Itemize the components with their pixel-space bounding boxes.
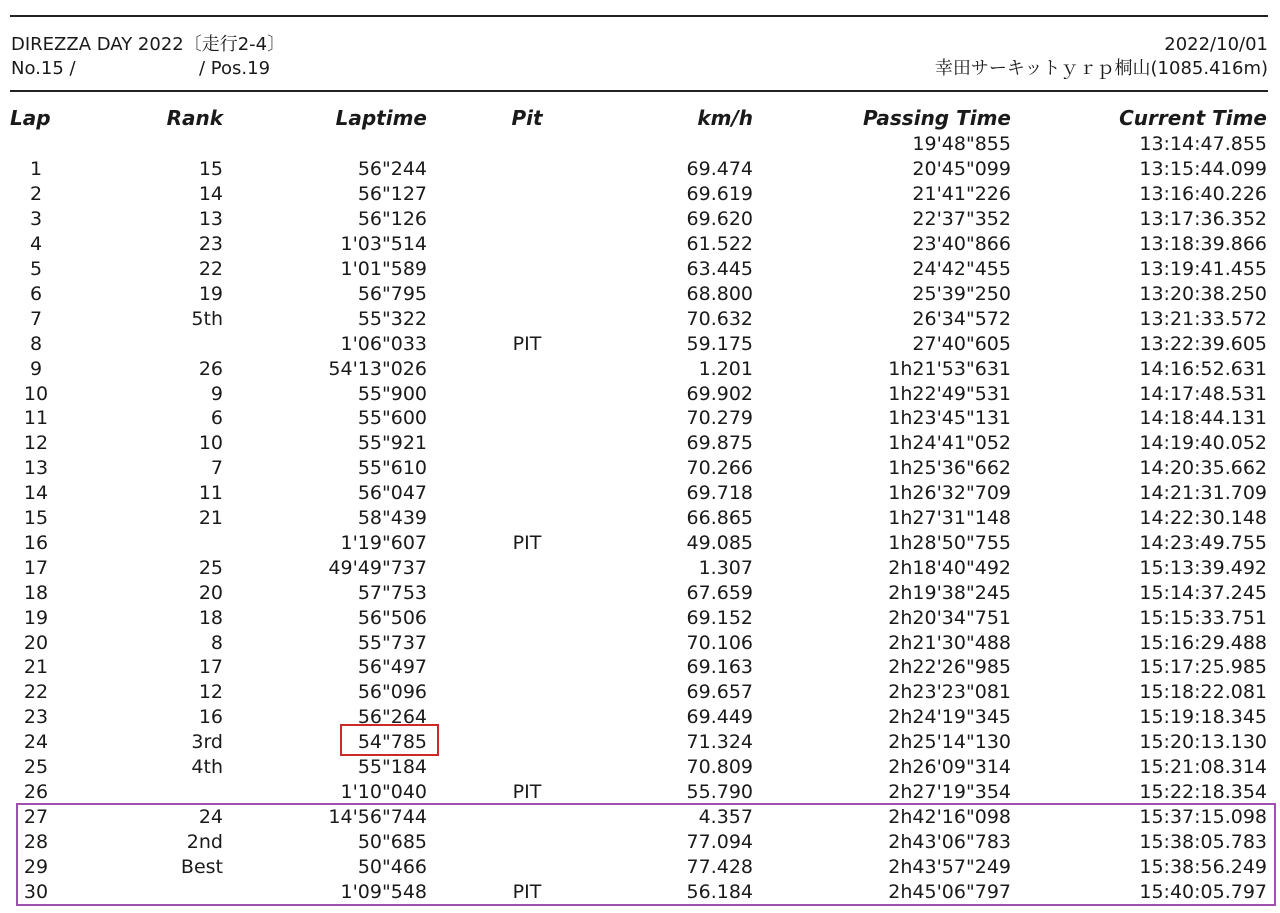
laptime: 54'13"026: [328, 357, 427, 380]
position: / Pos.19: [199, 58, 271, 79]
pit-flag: [427, 755, 627, 780]
current-time: 15:13:39.492: [1139, 556, 1267, 579]
speed: 69.718: [686, 482, 753, 505]
rank: 5th: [191, 307, 223, 330]
lap-number: 22: [23, 681, 49, 704]
current-time: 15:17:25.985: [1139, 656, 1267, 679]
laptime: 56"795: [357, 282, 427, 305]
laptime: 55"921: [357, 432, 427, 455]
passing-time: 2h27'19"354: [888, 781, 1011, 804]
rank: 19: [198, 282, 223, 305]
speed: 69.474: [686, 158, 753, 181]
current-time: 15:38:56.249: [1139, 855, 1267, 878]
laptime: 1'09"548: [340, 880, 427, 903]
rank: 2nd: [186, 830, 223, 853]
current-time: 14:19:40.052: [1139, 432, 1267, 455]
rank: [62, 531, 223, 556]
rank: 6: [210, 407, 223, 430]
speed: 69.619: [686, 183, 753, 206]
pit-flag: [427, 157, 627, 182]
speed: 59.175: [686, 332, 753, 355]
lap-number: 21: [23, 656, 49, 679]
laptime: 55"184: [357, 756, 427, 779]
pit-flag: PIT: [512, 781, 542, 804]
lap-number: 28: [23, 830, 49, 853]
lap-row: [10, 456, 1267, 481]
laptime: 50"466: [357, 855, 427, 878]
current-time: 15:40:05.797: [1139, 880, 1267, 903]
speed: 70.266: [686, 457, 753, 480]
pit-flag: [427, 605, 627, 630]
rank: 8: [210, 631, 223, 654]
lap-row: [10, 157, 1267, 182]
laptime: 1'19"607: [340, 531, 427, 554]
laptime: 1'03"514: [340, 233, 427, 256]
passing-time: 24'42"455: [912, 257, 1011, 280]
laptime: 57"753: [357, 581, 427, 604]
lap-row: [10, 580, 1267, 605]
current-time: 13:17:36.352: [1139, 208, 1267, 231]
laptime: 56"506: [357, 606, 427, 629]
passing-time: 2h20'34"751: [888, 606, 1011, 629]
passing-time: 26'34"572: [912, 307, 1011, 330]
pit-flag: [427, 431, 627, 456]
current-time: 15:15:33.751: [1139, 606, 1267, 629]
current-time: 15:20:13.130: [1139, 731, 1267, 754]
laptime: 49'49"737: [328, 556, 427, 579]
pit-flag: PIT: [512, 880, 542, 903]
rank: 24: [198, 805, 223, 828]
final-stint-highlight-box: [16, 803, 1276, 906]
speed: 66.865: [686, 507, 753, 530]
car-number: No.15 /: [11, 58, 76, 79]
lap-number: 23: [23, 706, 49, 729]
laptime: 56"244: [357, 158, 427, 181]
pit-flag: [427, 257, 627, 282]
passing-time: 1h27'31"148: [888, 507, 1011, 530]
speed: 77.094: [686, 830, 753, 853]
header-rule: [10, 90, 1268, 92]
laptime: 55"600: [357, 407, 427, 430]
pit-flag: [427, 705, 627, 730]
passing-time: 2h23'23"081: [888, 681, 1011, 704]
speed: 69.657: [686, 681, 753, 704]
session-date: 2022/10/01: [1164, 34, 1268, 55]
passing-time: 1h25'36"662: [888, 457, 1011, 480]
lap-row: [10, 630, 1267, 655]
rank: [62, 780, 223, 805]
passing-time: 2h24'19"345: [888, 706, 1011, 729]
laptime: 1'10"040: [340, 781, 427, 804]
current-time: 14:16:52.631: [1139, 357, 1267, 380]
rank: 18: [198, 606, 223, 629]
lap-number: 11: [23, 407, 49, 430]
pit-flag: [427, 207, 627, 232]
lap-number: 17: [23, 556, 49, 579]
speed: 1.201: [698, 357, 753, 380]
speed: 70.809: [686, 756, 753, 779]
pit-flag: [427, 655, 627, 680]
start-pit-cell: [427, 132, 627, 157]
speed: 70.106: [686, 631, 753, 654]
passing-time: 27'40"605: [912, 332, 1011, 355]
passing-time: 1h21'53"631: [888, 357, 1011, 380]
lap-number: 19: [23, 606, 49, 629]
pit-flag: [427, 456, 627, 481]
rank: Best: [180, 855, 223, 878]
rank: 20: [198, 581, 223, 604]
pit-flag: [427, 630, 627, 655]
passing-time: 20'45"099: [912, 158, 1011, 181]
current-time: 13:22:39.605: [1139, 332, 1267, 355]
laptime: 56"047: [357, 482, 427, 505]
rank: 16: [198, 706, 223, 729]
current-time: 14:20:35.662: [1139, 457, 1267, 480]
lap-number: 14: [23, 482, 49, 505]
passing-time: 2h26'09"314: [888, 756, 1011, 779]
lap-row: [10, 755, 1267, 780]
table-header-row: [10, 104, 1267, 132]
pit-flag: PIT: [512, 531, 542, 554]
pit-flag: [427, 555, 627, 580]
lap-number: 26: [23, 781, 49, 804]
laptime: 55"737: [357, 631, 427, 654]
lap-number: 1: [29, 158, 43, 181]
rank: 14: [198, 183, 223, 206]
rank: 22: [198, 257, 223, 280]
current-time: 13:15:44.099: [1139, 158, 1267, 181]
laptime: 56"127: [357, 183, 427, 206]
passing-time: 23'40"866: [912, 233, 1011, 256]
rank: [62, 331, 223, 356]
lap-row: [10, 605, 1267, 630]
rank: 12: [198, 681, 223, 704]
col-header-speed: km/h: [697, 106, 753, 130]
passing-time: 2h43'06"783: [888, 830, 1011, 853]
lap-number: 3: [29, 208, 43, 231]
lap-number: 30: [23, 880, 49, 903]
current-time: 14:22:30.148: [1139, 507, 1267, 530]
current-time: 13:20:38.250: [1139, 282, 1267, 305]
current-time: 14:23:49.755: [1139, 531, 1267, 554]
lap-number: 10: [23, 382, 49, 405]
pit-flag: [427, 406, 627, 431]
lap-row: [10, 406, 1267, 431]
current-time: 13:18:39.866: [1139, 233, 1267, 256]
pit-flag: [427, 680, 627, 705]
current-time: 14:18:44.131: [1139, 407, 1267, 430]
col-header-pit: Pit: [511, 106, 543, 130]
lap-row: [10, 680, 1267, 705]
lap-number: 15: [23, 507, 49, 530]
current-time: 13:16:40.226: [1139, 183, 1267, 206]
laptime: 1'06"033: [340, 332, 427, 355]
rank: 7: [210, 457, 223, 480]
passing-time: 1h24'41"052: [888, 432, 1011, 455]
pit-flag: [427, 481, 627, 506]
passing-time: 2h25'14"130: [888, 731, 1011, 754]
pit-flag: [427, 506, 627, 531]
lap-number: 18: [23, 581, 49, 604]
lap-number: 2: [29, 183, 43, 206]
speed: 69.902: [686, 382, 753, 405]
rank: 15: [198, 158, 223, 181]
laptime: 55"322: [357, 307, 427, 330]
speed: 1.307: [698, 556, 753, 579]
pit-flag: PIT: [512, 332, 542, 355]
current-time: 14:17:48.531: [1139, 382, 1267, 405]
laptime: 56"264: [357, 706, 427, 729]
current-time: 13:21:33.572: [1139, 307, 1267, 330]
passing-time: 2h19'38"245: [888, 581, 1011, 604]
rank: 11: [198, 482, 223, 505]
lap-row: [10, 207, 1267, 232]
lap-number: 13: [23, 457, 49, 480]
passing-time: 22'37"352: [912, 208, 1011, 231]
speed: 56.184: [686, 880, 753, 903]
passing-time: 1h23'45"131: [888, 407, 1011, 430]
car-info: [11, 57, 271, 81]
speed: 49.085: [686, 531, 753, 554]
lap-row: [10, 481, 1267, 506]
speed: 63.445: [686, 257, 753, 280]
pit-flag: [427, 730, 627, 755]
laptime: 58"439: [357, 507, 427, 530]
lap-row: [10, 730, 1267, 755]
pit-flag: [427, 182, 627, 207]
rank: 26: [198, 357, 223, 380]
laptime: 54"785: [357, 731, 427, 754]
rank: 17: [198, 656, 223, 679]
current-time: 15:38:05.783: [1139, 830, 1267, 853]
rank: 13: [198, 208, 223, 231]
best-laptime-highlight-box: [340, 724, 439, 756]
lap-number: 4: [29, 233, 43, 256]
lap-row: [10, 356, 1267, 381]
lap-number: 12: [23, 432, 49, 455]
col-header-passing-time: Passing Time: [863, 106, 1011, 130]
lap-table: [10, 104, 1267, 904]
pit-flag: [427, 306, 627, 331]
speed: 77.428: [686, 855, 753, 878]
start-current-time: 13:14:47.855: [1139, 133, 1267, 156]
passing-time: 21'41"226: [912, 183, 1011, 206]
pit-flag: [427, 580, 627, 605]
passing-time: 25'39"250: [912, 282, 1011, 305]
circuit-name: 幸田サーキットｙｒｐ桐山(1085.416m): [934, 58, 1268, 79]
current-time: 15:19:18.345: [1139, 706, 1267, 729]
speed: 55.790: [686, 781, 753, 804]
current-time: 14:21:31.709: [1139, 482, 1267, 505]
lap-number: 25: [23, 756, 49, 779]
laptime: 56"096: [357, 681, 427, 704]
passing-time: 2h18'40"492: [888, 556, 1011, 579]
pit-flag: [427, 232, 627, 257]
pit-flag: [427, 281, 627, 306]
lap-row: [10, 780, 1267, 805]
lap-number: 5: [29, 257, 43, 280]
passing-time: 1h28'50"755: [888, 531, 1011, 554]
pit-flag: [427, 381, 627, 406]
start-speed-cell: [627, 132, 753, 157]
speed: 69.620: [686, 208, 753, 231]
rank: 25: [198, 556, 223, 579]
event-title: DIREZZA DAY 2022〔走行2-4〕: [11, 34, 286, 55]
passing-time: 2h21'30"488: [888, 631, 1011, 654]
lap-row: [10, 506, 1267, 531]
lap-row: [10, 331, 1267, 356]
rank: 23: [198, 233, 223, 256]
laptime: 50"685: [357, 830, 427, 853]
col-header-rank: Rank: [166, 106, 223, 130]
lap-row: [10, 431, 1267, 456]
start-laptime-cell: [223, 132, 427, 157]
col-header-current-time: Current Time: [1119, 106, 1267, 130]
laptime: 55"610: [357, 457, 427, 480]
start-rank-cell: [62, 132, 223, 157]
laptime: 55"900: [357, 382, 427, 405]
lap-number: 24: [23, 731, 49, 754]
rank: 9: [210, 382, 223, 405]
current-time: 15:18:22.081: [1139, 681, 1267, 704]
lap-row: [10, 257, 1267, 282]
start-row: [10, 132, 1267, 157]
passing-time: 2h45'06"797: [888, 880, 1011, 903]
lap-number: 27: [23, 805, 49, 828]
rank: 21: [198, 507, 223, 530]
speed: 70.632: [686, 307, 753, 330]
current-time: 15:37:15.098: [1139, 805, 1267, 828]
col-header-laptime: Laptime: [335, 106, 427, 130]
lap-row: [10, 555, 1267, 580]
start-lap-cell: [10, 132, 62, 157]
passing-time: 2h22'26"985: [888, 656, 1011, 679]
lap-number: 9: [29, 357, 43, 380]
start-passing-time: 19'48"855: [912, 133, 1011, 156]
current-time: 13:19:41.455: [1139, 257, 1267, 280]
lap-row: [10, 705, 1267, 730]
speed: 70.279: [686, 407, 753, 430]
top-rule: [10, 15, 1268, 17]
lap-row: [10, 232, 1267, 257]
speed: 61.522: [686, 233, 753, 256]
laptime: 14'56"744: [328, 805, 427, 828]
passing-time: 1h26'32"709: [888, 482, 1011, 505]
current-time: 15:22:18.354: [1139, 781, 1267, 804]
speed: 69.449: [686, 706, 753, 729]
lap-row: [10, 182, 1267, 207]
rank: 4th: [191, 756, 223, 779]
speed: 69.163: [686, 656, 753, 679]
speed: 4.357: [698, 805, 753, 828]
col-header-lap: Lap: [10, 106, 51, 130]
lap-number: 20: [23, 631, 49, 654]
passing-time: 1h22'49"531: [888, 382, 1011, 405]
lap-row: [10, 306, 1267, 331]
lap-number: 6: [29, 282, 43, 305]
current-time: 15:21:08.314: [1139, 756, 1267, 779]
pit-flag: [427, 356, 627, 381]
speed: 67.659: [686, 581, 753, 604]
rank: 3rd: [191, 731, 223, 754]
lap-number: 8: [29, 332, 43, 355]
lap-row: [10, 281, 1267, 306]
laptime: 56"497: [357, 656, 427, 679]
laptime: 56"126: [357, 208, 427, 231]
speed: 69.875: [686, 432, 753, 455]
lap-number: 16: [23, 531, 49, 554]
passing-time: 2h43'57"249: [888, 855, 1011, 878]
speed: 71.324: [686, 731, 753, 754]
lap-row: [10, 531, 1267, 556]
current-time: 15:14:37.245: [1139, 581, 1267, 604]
speed: 68.800: [686, 282, 753, 305]
lap-number: 29: [23, 855, 49, 878]
current-time: 15:16:29.488: [1139, 631, 1267, 654]
lap-number: 7: [29, 307, 43, 330]
passing-time: 2h42'16"098: [888, 805, 1011, 828]
lap-row: [10, 655, 1267, 680]
rank: 10: [198, 432, 223, 455]
laptime: 1'01"589: [340, 257, 427, 280]
lap-row: [10, 381, 1267, 406]
speed: 69.152: [686, 606, 753, 629]
